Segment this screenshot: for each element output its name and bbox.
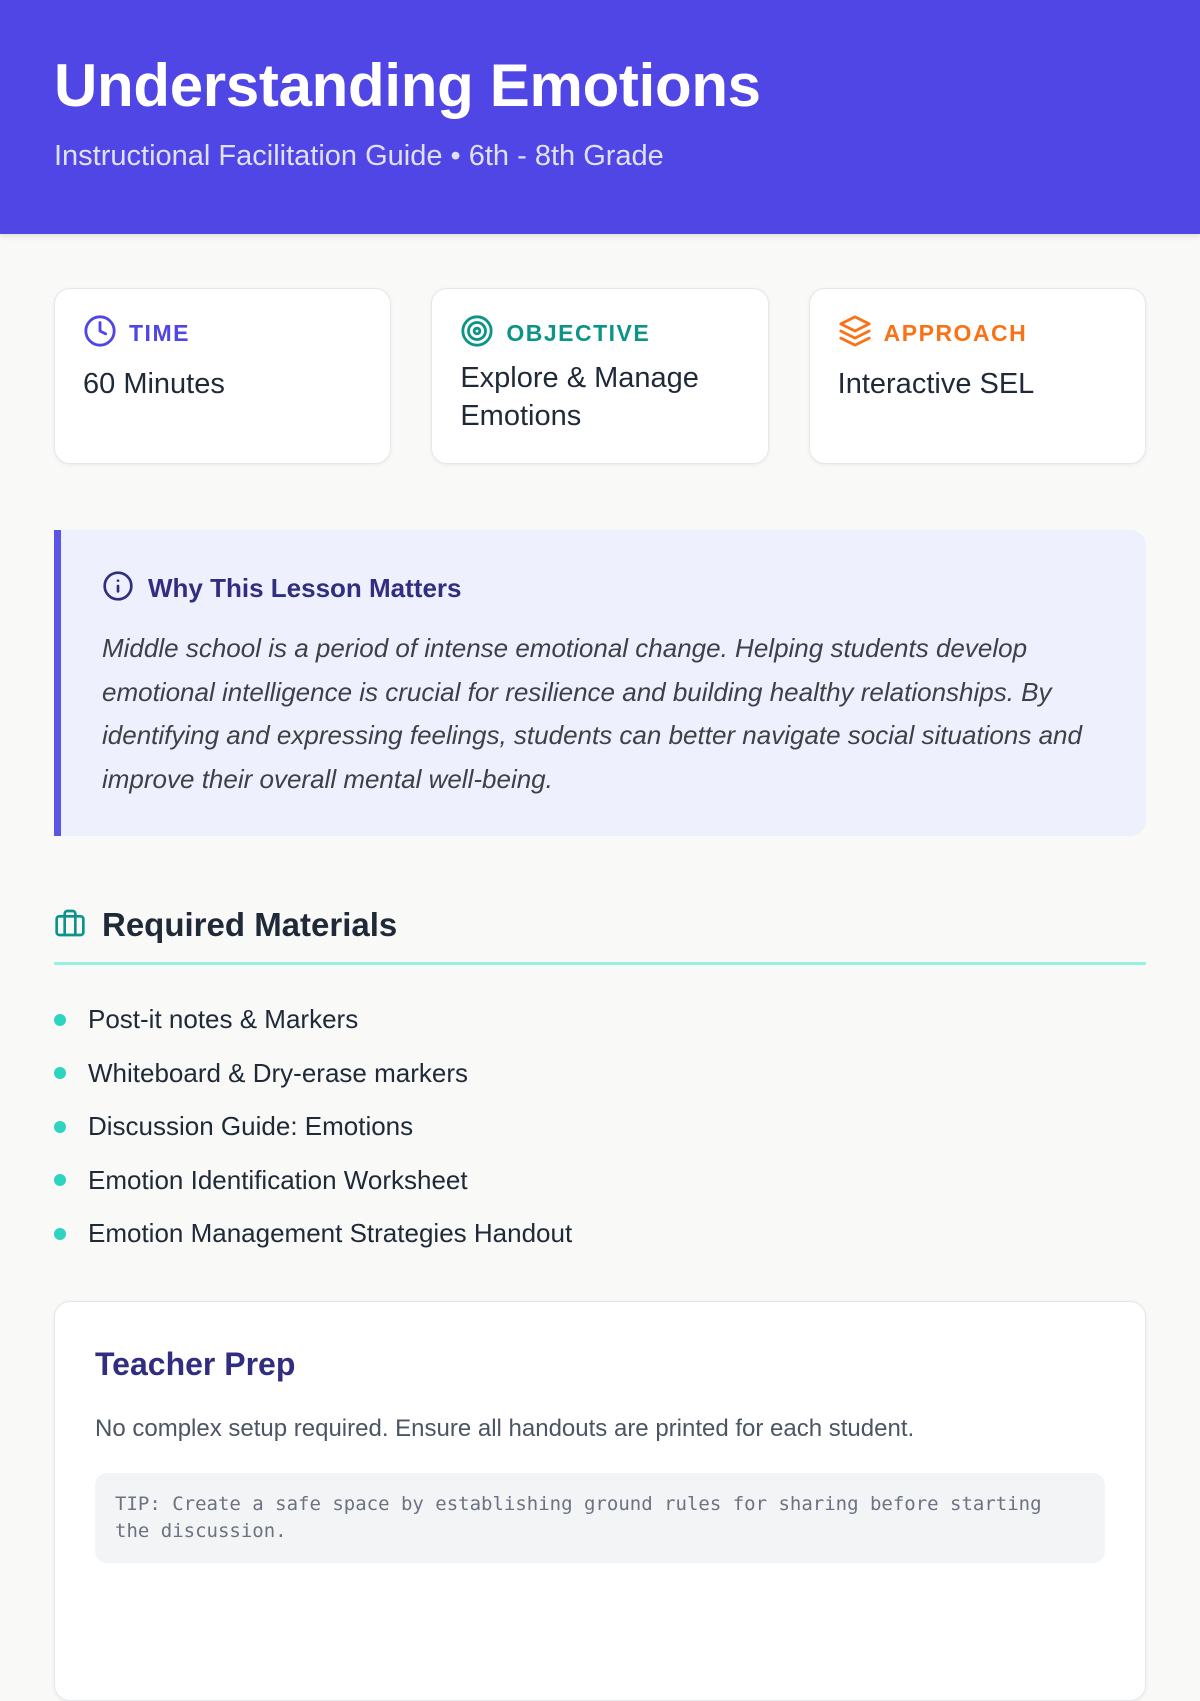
materials-title: Required Materials bbox=[102, 906, 398, 943]
objective-card bbox=[431, 288, 768, 464]
list-item-text: Emotion Management Strategies Handout bbox=[88, 1218, 573, 1249]
why-callout-header bbox=[102, 570, 1106, 607]
objective-card-header bbox=[460, 315, 739, 351]
materials-list bbox=[54, 993, 1146, 1261]
objective-card-value: Explore & Manage Emotions bbox=[460, 362, 699, 432]
bullet-icon bbox=[54, 1014, 66, 1026]
teacher-prep-card bbox=[54, 1301, 1146, 1701]
list-item bbox=[54, 1047, 1146, 1101]
info-icon bbox=[102, 570, 134, 607]
teacher-prep-text: No complex setup required. Ensure all handouts are printed for each student. bbox=[95, 1414, 915, 1442]
approach-card-header bbox=[838, 315, 1117, 351]
time-card-value: 60 Minutes bbox=[83, 368, 225, 400]
bullet-icon bbox=[54, 1228, 66, 1240]
bullet-icon bbox=[54, 1121, 66, 1133]
bullet-icon bbox=[54, 1067, 66, 1079]
why-callout bbox=[54, 530, 1146, 836]
time-card-header bbox=[83, 315, 362, 351]
materials-header bbox=[54, 906, 1146, 965]
target-icon bbox=[460, 314, 494, 353]
list-item-text: Emotion Identification Worksheet bbox=[88, 1164, 468, 1195]
approach-card-value: Interactive SEL bbox=[837, 368, 1035, 400]
bullet-icon bbox=[54, 1174, 66, 1186]
time-card bbox=[54, 288, 391, 464]
list-item-text: Whiteboard & Dry-erase markers bbox=[88, 1057, 468, 1088]
list-item bbox=[54, 1100, 1146, 1154]
page-subtitle: Instructional Facilitation Guide • 6th - 8th Grade bbox=[54, 140, 664, 172]
briefcase-icon bbox=[54, 907, 86, 944]
page-title: Understanding Emotions bbox=[54, 52, 761, 119]
teacher-prep-tip: TIP: Create a safe space by establishing ground rules for sharing before starting the discussion. bbox=[95, 1473, 1105, 1563]
summary-cards bbox=[54, 288, 1146, 464]
clock-icon bbox=[83, 314, 117, 353]
approach-card-label: APPROACH bbox=[883, 319, 1028, 346]
list-item-text: Post-it notes & Markers bbox=[88, 1004, 359, 1035]
list-item bbox=[54, 1154, 1146, 1208]
objective-card-label: OBJECTIVE bbox=[506, 319, 651, 346]
list-item bbox=[54, 993, 1146, 1047]
why-callout-text: Middle school is a period of intense emotional change. Helping students develop emotional intelligence is crucial for resilience and building healthy relationships. By identifying and expressing feelings, students can better navigate social situations and improve their overall mental well-being. bbox=[102, 633, 1082, 794]
why-callout-title: Why This Lesson Matters bbox=[148, 573, 462, 603]
layers-icon bbox=[838, 314, 872, 353]
teacher-prep-title: Teacher Prep bbox=[95, 1345, 296, 1382]
list-item bbox=[54, 1207, 1146, 1261]
time-card-label: TIME bbox=[129, 319, 190, 346]
main-content bbox=[0, 234, 1200, 1701]
list-item-text: Discussion Guide: Emotions bbox=[88, 1111, 414, 1142]
approach-card bbox=[809, 288, 1146, 464]
page-header bbox=[0, 0, 1200, 234]
